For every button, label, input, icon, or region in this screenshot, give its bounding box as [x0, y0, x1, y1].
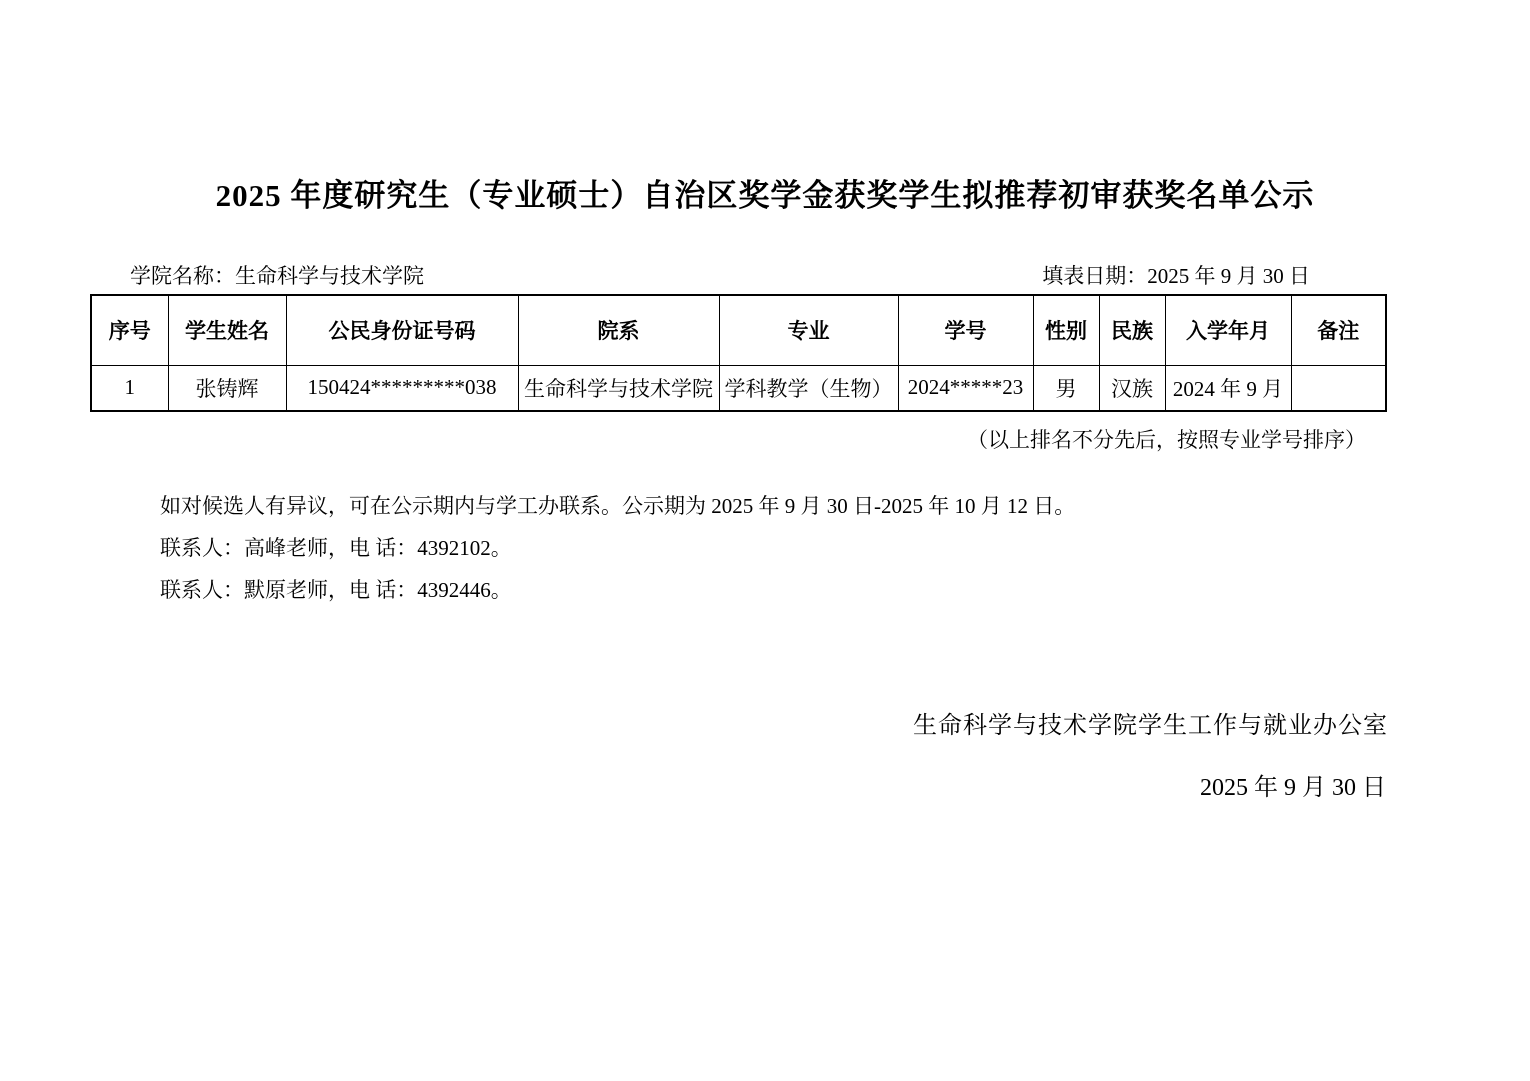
cell-ethnicity: 汉族 [1099, 365, 1165, 411]
info-row [130, 260, 1310, 290]
table-row [91, 365, 1386, 411]
table-header-row [91, 295, 1386, 365]
signature-date: 2025 年 9 月 30 日 [1200, 775, 1386, 801]
cell-remark [1291, 365, 1386, 411]
header-ethnicity: 民族 [1099, 295, 1165, 365]
cell-enroll-date: 2024 年 9 月 [1165, 365, 1291, 411]
header-student-name: 学生姓名 [168, 295, 286, 365]
contact-line-2: 联系人：默原老师，电 话：4392446。 [160, 578, 512, 602]
header-id-number: 公民身份证号码 [286, 295, 518, 365]
header-major: 专业 [719, 295, 898, 365]
ranking-footnote: （以上排名不分先后，按照专业学号排序） [967, 428, 1366, 452]
issuing-office-signature: 生命科学与技术学院学生工作与就业办公室 [913, 713, 1388, 739]
award-list-table [90, 294, 1387, 412]
header-seq: 序号 [91, 295, 168, 365]
cell-student-name: 张铸辉 [168, 365, 286, 411]
cell-gender: 男 [1033, 365, 1099, 411]
header-remark: 备注 [1291, 295, 1386, 365]
fill-date-label: 填表日期：2025 年 9 月 30 日 [1042, 264, 1310, 288]
header-department: 院系 [518, 295, 719, 365]
cell-major: 学科教学（生物） [719, 365, 898, 411]
header-enroll-date: 入学年月 [1165, 295, 1291, 365]
college-name-label: 学院名称：生命科学与技术学院 [130, 264, 424, 288]
header-gender: 性别 [1033, 295, 1099, 365]
cell-seq: 1 [91, 365, 168, 411]
page-title: 2025 年度研究生（专业硕士）自治区奖学金获奖学生拟推荐初审获奖名单公示 [215, 178, 1315, 213]
contact-line-1: 联系人：高峰老师，电 话：4392102。 [160, 536, 512, 560]
cell-student-no: 2024*****23 [898, 365, 1033, 411]
header-student-no: 学号 [898, 295, 1033, 365]
cell-id-number: 150424*********038 [286, 365, 518, 411]
objection-notice: 如对候选人有异议，可在公示期内与学工办联系。公示期为 2025 年 9 月 30 日-2025 年 10 月 12 日。 [160, 494, 1076, 518]
cell-department: 生命科学与技术学院 [518, 365, 719, 411]
